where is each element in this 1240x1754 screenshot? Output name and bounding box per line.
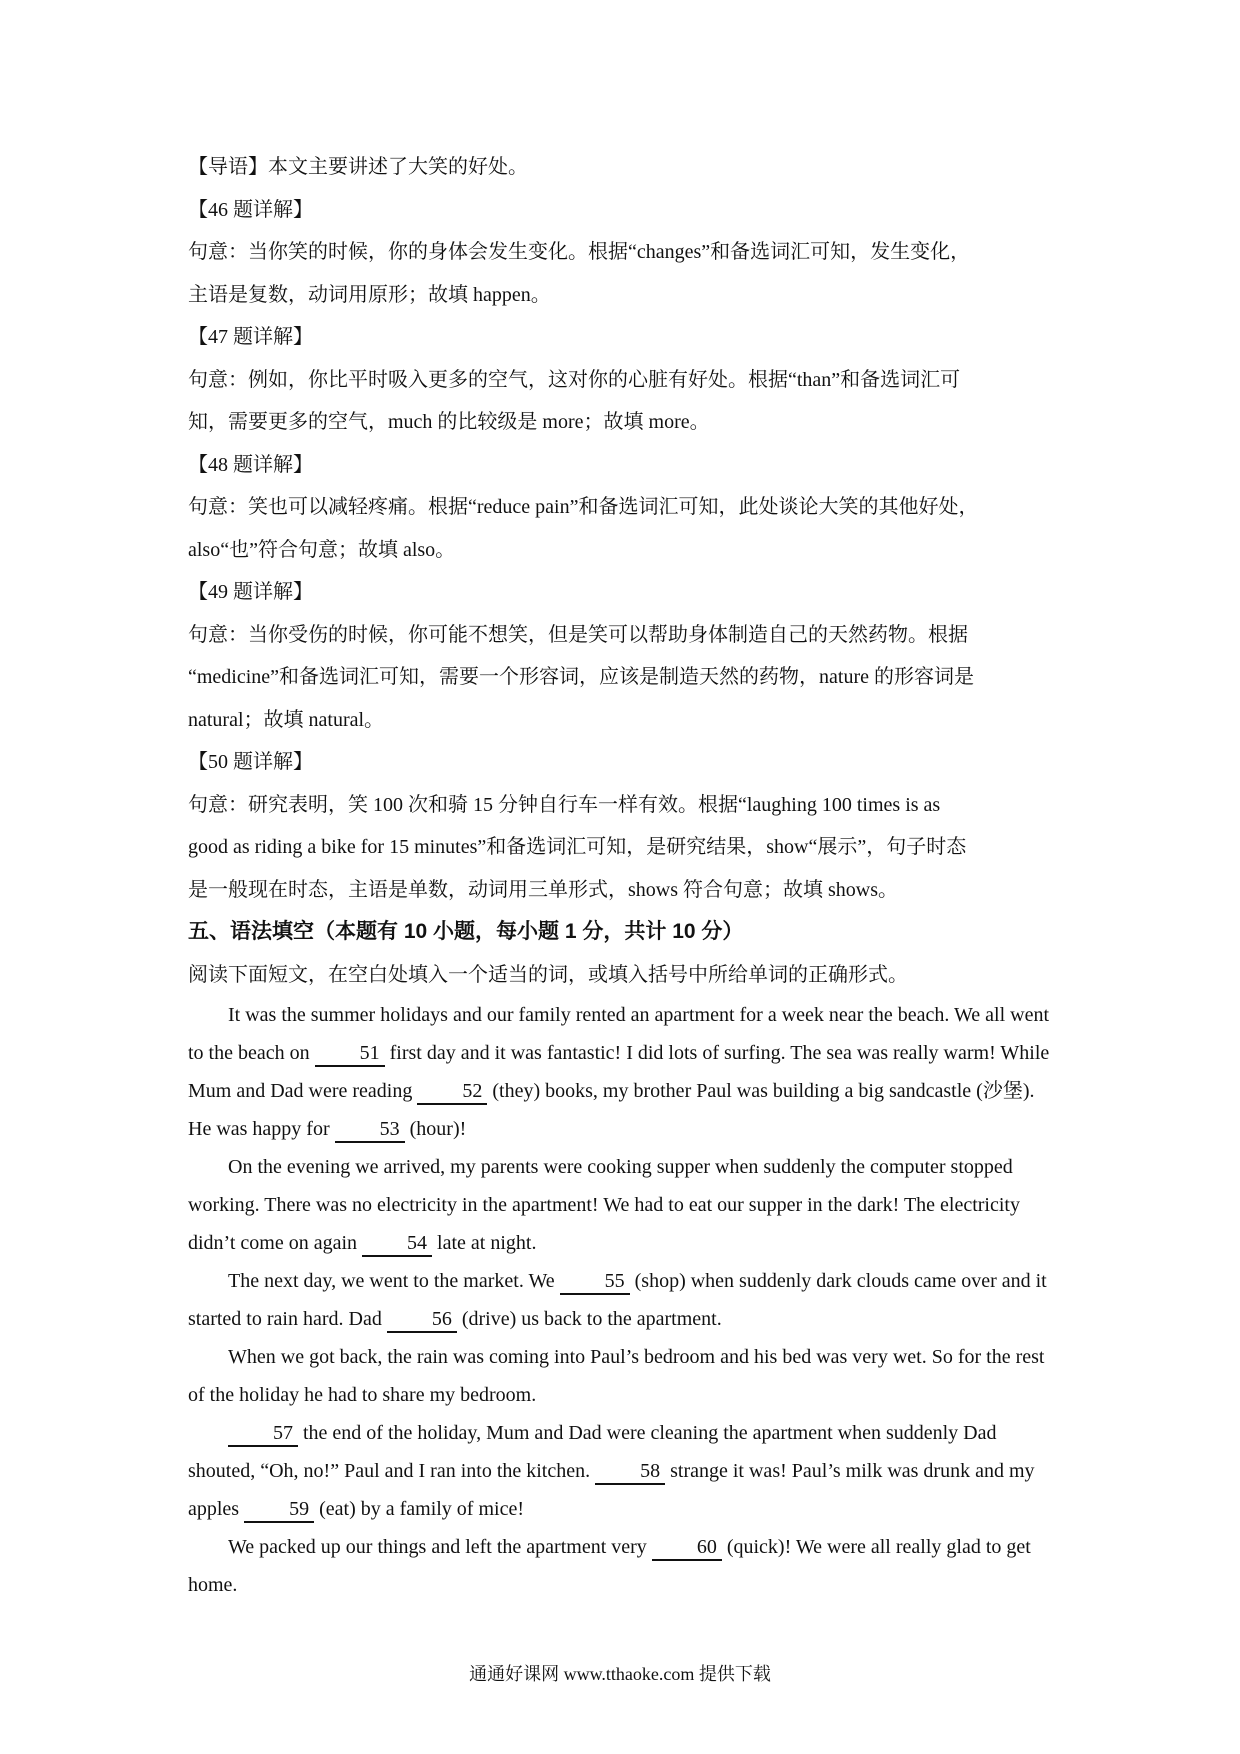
blank-60: 60 [652, 1535, 722, 1561]
passage-text: On the evening we arrived, my parents were cooking supper when suddenly the computer stopped working. There was no electricity in the apartment! We had to eat our supper in the dark! The electricity didn’t come on again [188, 1156, 1020, 1254]
passage-paragraph-3 [188, 1262, 1056, 1338]
page-footer: 通通好课网 www.tthaoke.com 提供下载 [469, 1664, 771, 1684]
blank-52: 52 [417, 1079, 487, 1105]
q50-explanation-line: 是一般现在时态，主语是单数，动词用三单形式，shows 符合句意；故填 shows。 [188, 878, 899, 901]
section-heading: 五、语法填空（本题有 10 小题，每小题 1 分，共计 10 分） [188, 920, 744, 943]
q49-heading: 【49 题详解】 [188, 581, 313, 603]
passage-text: It was the summer holidays and our family rented an apartment for a week near the beach. We all went to the beach on [188, 1004, 1050, 1064]
passage-text: (drive) us back to the apartment. [456, 1308, 722, 1330]
blank-58: 58 [595, 1459, 665, 1485]
q50-heading: 【50 题详解】 [188, 751, 313, 773]
passage-text: The next day, we went to the market. We [228, 1270, 560, 1292]
passage-paragraph-6 [188, 1528, 1056, 1604]
passage-paragraph-4: When we got back, the rain was coming into Paul’s bedroom and his bed was very wet. So for the rest of the holiday he had to share my bedroom. [188, 1346, 1045, 1406]
blank-53: 53 [335, 1117, 405, 1143]
q49-explanation-line: “medicine”和备选词汇可知，需要一个形容词，应该是制造天然的药物，nature 的形容词是 [188, 666, 975, 688]
q46-heading: 【46 题详解】 [188, 198, 313, 221]
passage-text: We packed up our things and left the apartment very [228, 1536, 652, 1558]
blank-54: 54 [362, 1231, 432, 1257]
passage-text: (shop) when suddenly dark clouds came over and it started to rain hard. Dad [188, 1270, 1047, 1330]
q47-heading: 【47 题详解】 [188, 326, 313, 348]
page-content [188, 146, 1056, 1604]
blank-57: 57 [228, 1421, 298, 1447]
passage-text: the end of the holiday, Mum and Dad were cleaning the apartment when suddenly Dad shouted, “Oh, no!” Paul and I ran into the kitchen. [188, 1422, 997, 1482]
passage-paragraph-5 [188, 1414, 1056, 1528]
q49-explanation-line: 句意：当你受伤的时候，你可能不想笑，但是笑可以帮助身体制造自己的天然药物。根据 [188, 623, 968, 646]
passage-text: (eat) by a family of mice! [314, 1498, 524, 1520]
blank-51: 51 [315, 1041, 385, 1067]
q48-explanation-line: also“也”符合句意；故填 also。 [188, 538, 456, 561]
passage-paragraph-1 [188, 996, 1056, 1148]
q50-explanation-line: good as riding a bike for 15 minutes”和备选词汇可知，是研究结果，show“展示”，句子时态 [188, 836, 967, 858]
intro-line: 【导语】本文主要讲述了大笑的好处。 [188, 156, 528, 178]
passage-text: (quick)! We were all really glad to get home. [188, 1536, 1031, 1596]
blank-59: 59 [244, 1497, 314, 1523]
passage-paragraph-2 [188, 1148, 1056, 1262]
q46-explanation-line: 主语是复数，动词用原形；故填 happen。 [188, 283, 551, 306]
blank-55: 55 [560, 1269, 630, 1295]
q48-heading: 【48 题详解】 [188, 453, 313, 476]
passage-text: (they) books, my brother Paul was building a big sandcastle (沙堡). He was happy for [188, 1080, 1035, 1140]
section-instruction: 阅读下面短文，在空白处填入一个适当的词，或填入括号中所给单词的正确形式。 [188, 963, 908, 986]
passage-text: first day and it was fantastic! I did lots of surfing. The sea was really warm! While Mum and Dad were reading [188, 1042, 1050, 1102]
passage-text: strange it was! Paul’s milk was drunk and my apples [188, 1460, 1035, 1520]
q46-explanation-line: 句意：当你笑的时候，你的身体会发生变化。根据“changes”和备选词汇可知，发生变化， [188, 241, 971, 263]
passage-text: late at night. [432, 1232, 537, 1254]
q48-explanation-line: 句意：笑也可以减轻疼痛。根据“reduce pain”和备选词汇可知，此处谈论大笑的其他好处， [188, 496, 979, 518]
q47-explanation-line: 知，需要更多的空气，much 的比较级是 more；故填 more。 [188, 411, 710, 433]
q47-explanation-line: 句意：例如，你比平时吸入更多的空气，这对你的心脏有好处。根据“than”和备选词汇可 [188, 368, 961, 391]
q49-explanation-line: natural；故填 natural。 [188, 708, 385, 731]
passage-text: (hour)! [404, 1118, 467, 1140]
blank-56: 56 [387, 1307, 457, 1333]
q50-explanation-line: 句意：研究表明，笑 100 次和骑 15 分钟自行车一样有效。根据“laughing 100 times is as [188, 793, 941, 816]
